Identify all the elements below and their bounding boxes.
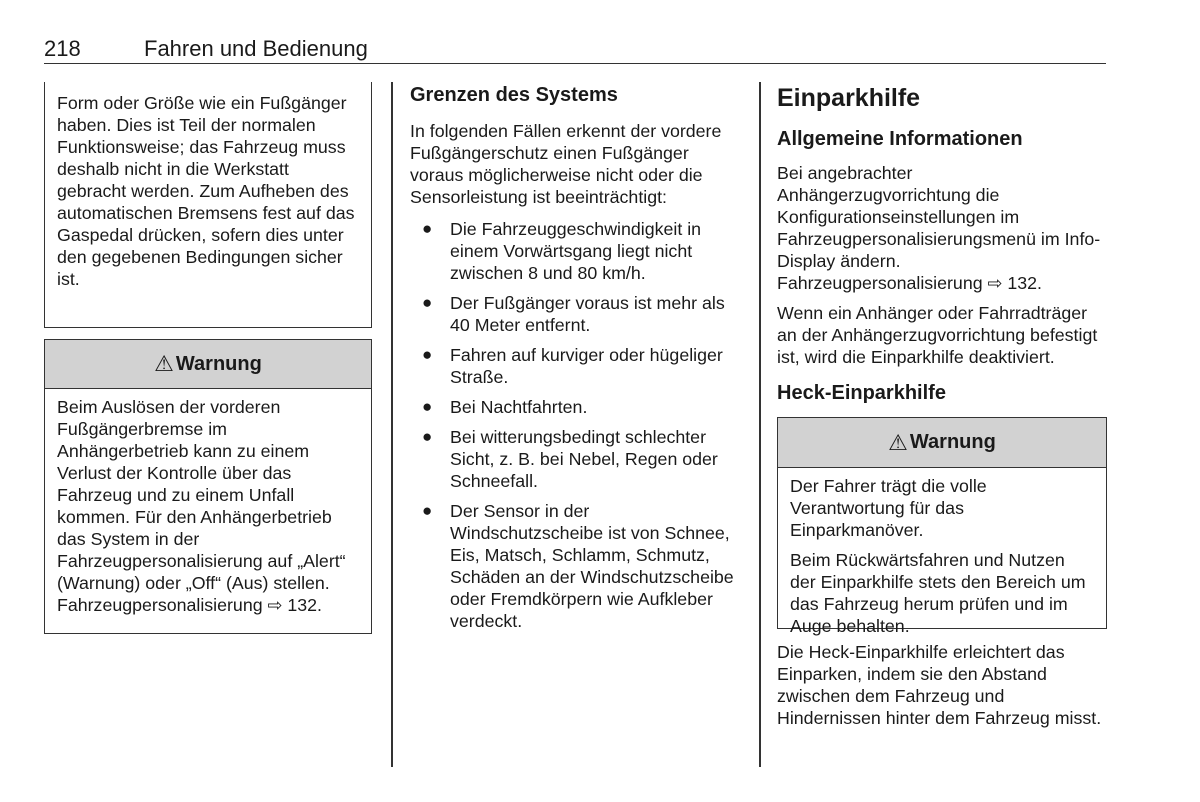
page-number: 218	[44, 36, 81, 61]
warning-title: Warnung	[175, 352, 262, 375]
warning-body	[778, 468, 1106, 645]
list-item: ● Bei witterungsbedingt schlechter Sicht, z. B. bei Nebel, Regen oder Schneefall.	[422, 427, 718, 491]
list-item: ● Der Sensor in der Windschutzscheibe ist von Schnee, Eis, Matsch, Schlamm, Schmutz, Schäden an der Windschutzscheibe oder Fremdkörpern wie Aufkleber verdeckt.	[422, 501, 734, 631]
warning-text-2: Beim Rückwärtsfahren und Nutzen der Einparkhilfe stets den Bereich um das Fahrzeug herum prüfen und im Auge behalten.	[790, 550, 1086, 636]
continued-warning-text: Form oder Größe wie ein Fußgänger haben. Dies ist Teil der normalen Funktionsweise; das Fahrzeug muss deshalb nicht in die Werkstatt gebracht werden. Zum Aufheben des automatischen Bremsens fest auf das Gaspedal drücken, sofern dies unter den gegebenen Bedingungen sicher ist.	[57, 93, 355, 289]
paragraph-heck-einparkhilfe: Die Heck-Einparkhilfe erleichtert das Einparken, indem sie den Abstand zwischen dem Fahrzeug und Hindernissen hinter dem Fahrzeug misst.	[777, 642, 1102, 728]
warning-title: Warnung	[909, 431, 996, 453]
column-3	[777, 82, 1107, 729]
heading-heck-einparkhilfe: Heck-Einparkhilfe	[777, 382, 946, 404]
warning-text: Beim Auslösen der vorderen Fußgängerbremse im Anhängerbetrieb kann zu einem Verlust der Kontrolle über das Fahrzeug und zu einem Unfall kommen. Für den Anhängerbetrieb das System in der Fahrzeugpersonalisierung auf „Alert“ (Warnung) oder „Off“ (Aus) stellen. Fahrzeugpersonalisierung ⇨ 132.	[57, 397, 346, 615]
warning-box	[777, 417, 1107, 636]
bullet-icon: ●	[422, 293, 433, 312]
bullet-icon: ●	[422, 427, 433, 446]
column-divider-right	[759, 82, 761, 767]
limitations-list	[410, 218, 740, 632]
list-item: ● Die Fahrzeuggeschwindigkeit in einem Vorwärtsgang liegt nicht zwischen 8 und 80 km/h.	[422, 219, 702, 283]
section-title: Fahren und Bedienung	[144, 36, 368, 61]
warning-box	[44, 339, 372, 634]
column-2	[410, 82, 740, 640]
page-header	[44, 36, 1106, 64]
warning-header	[778, 418, 1106, 468]
warning-body	[45, 389, 371, 624]
warning-header	[45, 340, 371, 389]
bullet-icon: ●	[422, 219, 433, 238]
heading-grenzen: Grenzen des Systems	[410, 84, 618, 106]
bullet-icon: ●	[422, 345, 433, 364]
warning-text-1: Der Fahrer trägt die volle Verantwortung für das Einparkmanöver.	[790, 476, 987, 540]
bullet-icon: ●	[422, 501, 433, 520]
list-item: ● Bei Nachtfahrten.	[422, 397, 588, 417]
continued-warning-box	[44, 82, 372, 328]
heading-allgemeine-informationen: Allgemeine Informationen	[777, 128, 1023, 150]
warning-triangle-icon: ⚠	[888, 429, 908, 455]
column-1	[44, 82, 372, 634]
intro-paragraph: In folgenden Fällen erkennt der vordere Fußgängerschutz einen Fußgänger voraus möglicherweise nicht oder die Sensorleistung ist beeinträchtigt:	[410, 121, 722, 207]
list-item: ● Fahren auf kurviger oder hügeliger Straße.	[422, 345, 723, 387]
bullet-icon: ●	[422, 397, 433, 416]
list-item: ● Der Fußgänger voraus ist mehr als 40 Meter entfernt.	[422, 293, 725, 335]
warning-triangle-icon: ⚠	[154, 351, 174, 376]
heading-einparkhilfe: Einparkhilfe	[777, 84, 921, 112]
paragraph-fahrradtraeger: Wenn ein Anhänger oder Fahrradträger an der Anhängerzugvorrichtung befestigt ist, wird die Einparkhilfe deaktiviert.	[777, 303, 1098, 367]
paragraph-anhaengerzugvorrichtung: Bei angebrachter Anhängerzugvorrichtung die Konfigurationseinstellungen im Fahrzeugpersonalisierungsmenü im Info-Display ändern. Fahrzeugpersonalisierung ⇨ 132.	[777, 163, 1101, 293]
column-divider-left	[391, 82, 393, 767]
